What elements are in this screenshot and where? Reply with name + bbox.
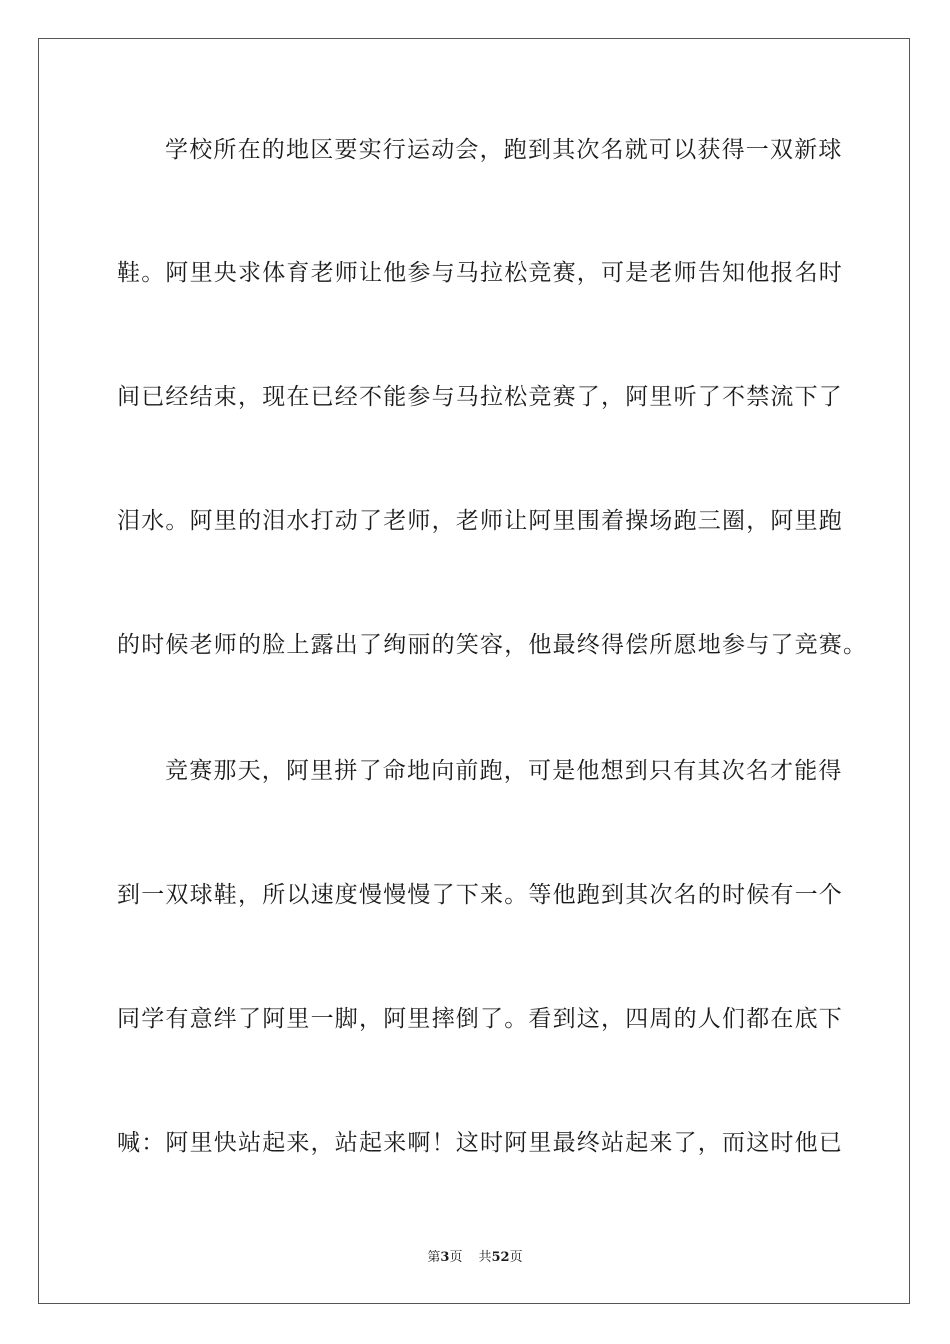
paragraph-2-line-3: 同学有意绊了阿里一脚，阿里摔倒了。看到这，四周的人们都在底下 <box>117 1006 843 1032</box>
total-suffix: 页 <box>509 1250 523 1265</box>
paragraph-1-line-5: 的时候老师的脸上露出了绚丽的笑容，他最终得偿所愿地参与了竞赛。 <box>117 632 868 658</box>
paragraph-1-line-3: 间已经结束，现在已经不能参与马拉松竞赛了，阿里听了不禁流下了 <box>117 384 843 410</box>
page-footer <box>0 1250 950 1266</box>
paragraph-2-line-1: 竞赛那天，阿里拼了命地向前跑，可是他想到只有其次名才能得 <box>165 758 843 784</box>
paragraph-1-line-4: 泪水。阿里的泪水打动了老师，老师让阿里围着操场跑三圈，阿里跑 <box>117 508 843 534</box>
page-suffix: 页 <box>449 1250 463 1265</box>
paragraph-1-line-2: 鞋。阿里央求体育老师让他参与马拉松竞赛，可是老师告知他报名时 <box>117 260 843 286</box>
page-prefix: 第 <box>427 1250 441 1265</box>
page-current: 3 <box>440 1250 450 1265</box>
paragraph-1-line-1: 学校所在的地区要实行运动会，跑到其次名就可以获得一双新球 <box>165 137 843 163</box>
total-prefix: 共 <box>478 1250 492 1265</box>
paragraph-2-line-2: 到一双球鞋，所以速度慢慢慢了下来。等他跑到其次名的时候有一个 <box>117 882 843 908</box>
page-total: 52 <box>491 1250 510 1265</box>
paragraph-2-line-4: 喊：阿里快站起来，站起来啊！这时阿里最终站起来了，而这时他已 <box>117 1130 843 1156</box>
page-border <box>38 38 910 1304</box>
